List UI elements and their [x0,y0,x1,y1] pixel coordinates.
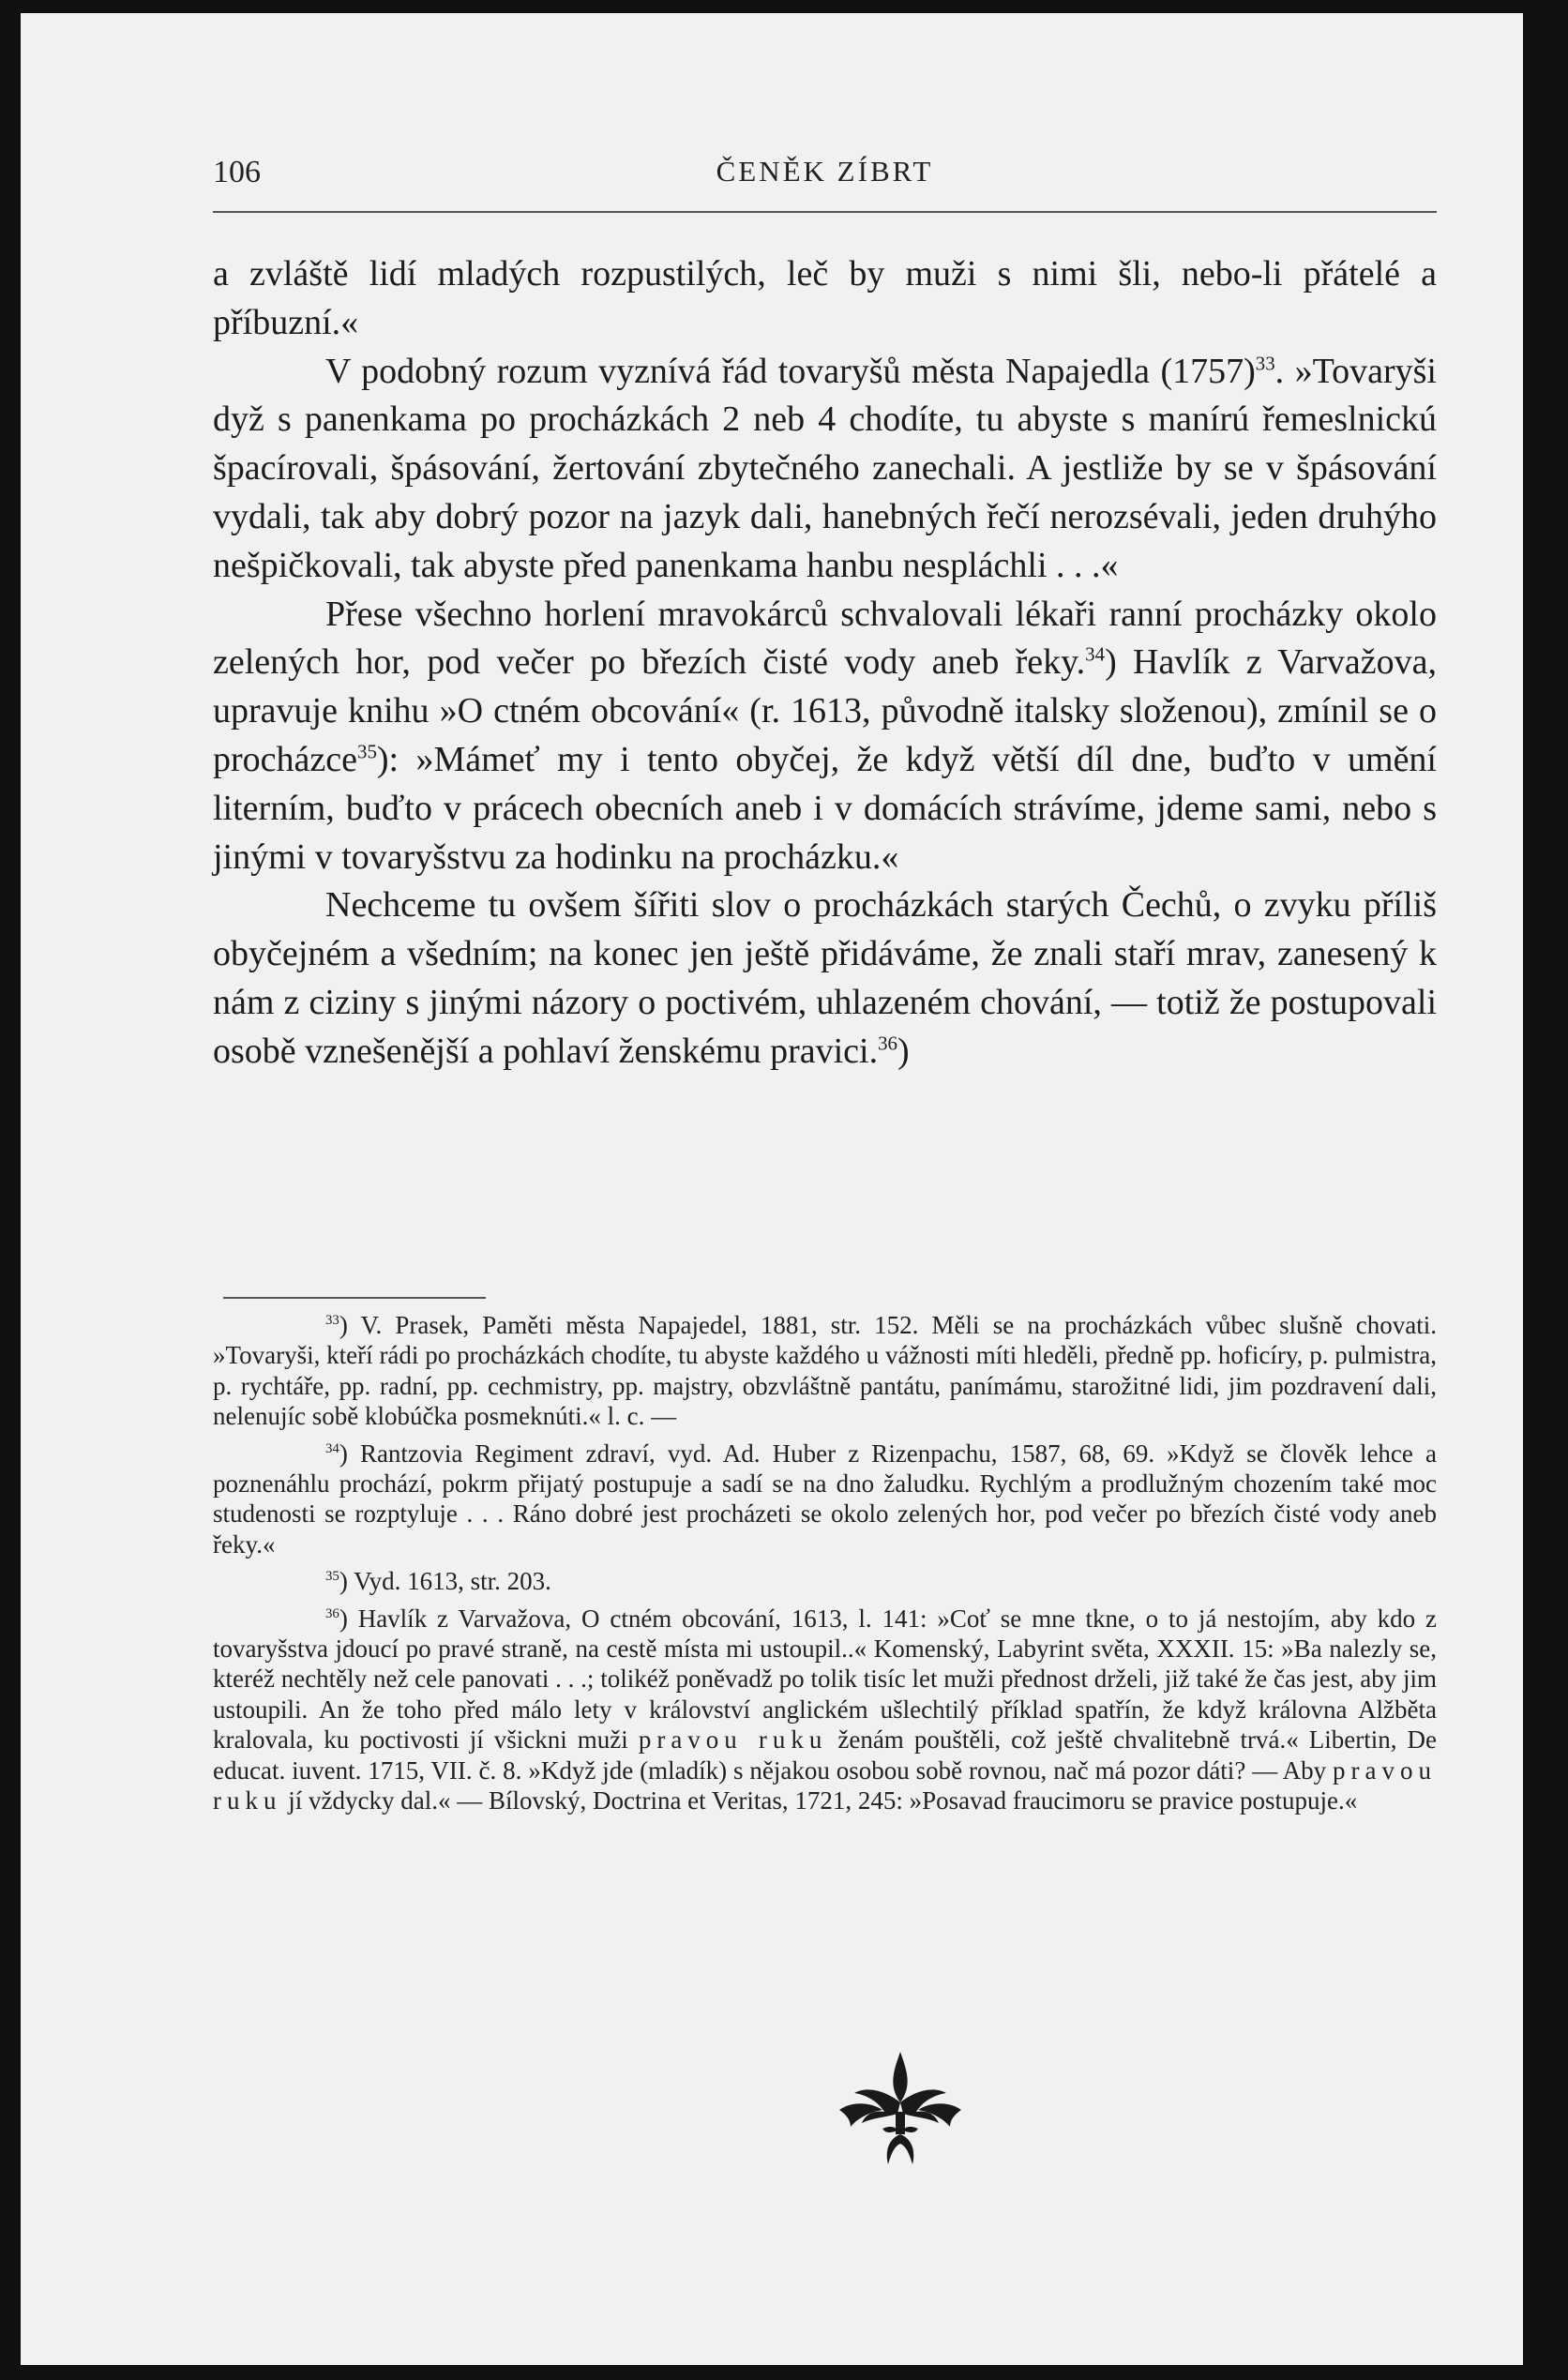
footnote-ref-36: 36 [878,1032,897,1055]
paragraph-4: Nechceme tu ovšem šířiti slov o procházkách starých Čechů, o zvyku příliš obyčejném a všedním; na konec jen ještě přidáváme, že znali staří mrav, zanesený k nám z ciziny s jinými názory o poctivém, uhlazeném chování, — totiž že postupovali osobě vznešenější a pohlaví ženskému pravici.$^{36}$) [213,885,1437,1071]
page-header [213,155,1437,211]
footnote-ref-33: 33 [1255,351,1275,374]
footnote-ref-35: 35 [357,740,377,763]
footnote-35: $^{35}$) Vyd. 1613, str. 203. [325,1567,551,1596]
page-number: 106 [213,155,261,189]
spaced-emphasis: pravou ruku [213,1755,1437,1815]
footnote-ref-34: 34 [1085,642,1106,666]
footnotes [213,1310,1437,1823]
fleuron-ornament-icon [830,2044,971,2176]
main-text [213,250,1437,1077]
footnote-rule [223,1297,486,1299]
paragraph-2: V podobný rozum vyznívá řád tovaryšů města Napajedla $(1757)^{33}$. »Tovaryši dyž s panenkama po procházkách 2 neb 4 chodíte, tu abyste s manírú řemeslnickú špacírovali, špásování, žertování zbytečného zanechali. A jestliže by se v špásování vydali, tak aby dobrý pozor na jazyk dali, hanebných řečí nerozsévali, jeden druhýho nešpičkovali, tak abyste před panenkama hanbu nespláchli . . .« [213,351,1437,585]
footnote-36: $^{36}$) Havlík z Varvažova, O ctném obcování, 1613, l. 141: »Coť se mne tkne, o to já nestojím, aby kdo z tovaryšstva jdoucí po pravé straně, na cestě místa mi ustoupil..« Komenský, Labyrint světa, XXXII. 15: »Ba nalezly se, kteréž nechtěly než cele panovati . . .; tolikéž poněvadž po tolik tisíc let muži přednost drželi, již také že čas jest, aby jim ustoupili. An že toho před málo lety v království anglickém ušlechtilý příklad spatřín, že když královna Alžběta kralovala, ku poctivosti jí všickni muži pravou ruku ženám pouštěli, což ještě chvalitebně trvá.« Libertin, De educat. iuvent. 1715, VII. č. 8. »Když jde (mladík) s nějakou osobou sobě rovnou, nač má pozor dáti? — Aby pravou ruku jí vždycky dal.« — Bílovský, Doctrina et Veritas, 1721, 245: »Posavad fraucimoru se pravice postupuje.« [213,1604,1438,1815]
footnote-34: $^{34}$) Rantzovia Regiment zdraví, vyd. Ad. Huber z Rizenpachu, 1587, 68, 69. »Když se člověk lehce a poznenáhlu prochází, pokrm přijatý postupuje a sadí se na dno žaludku. Rychlým a prodlužným chozením také moc studenosti se rozptyluje . . . Ráno dobré jest procházeti se okolo zelených hor, pod večer po březích čisté vody aneb řeky.« [213,1439,1437,1559]
spaced-emphasis: pravou ruku [638,1725,828,1755]
footnote-33: $^{33}$) V. Prasek, Paměti města Napajedel, 1881, str. 152. Měli se na procházkách vůbec slušně chovati. »Tovaryši, kteří rádi po procházkách chodíte, tu abyste každého u vážnosti míti hleděli, předně pp. hoficíry, p. pulmistra, p. rychtáře, pp. radní, pp. cechmistry, pp. majstry, obzvláštně pantátu, panímámu, starožitné lidi, jim pozdravení dali, nelenujíc sobě klobúčka posmeknúti.« l. c. — [213,1311,1437,1431]
running-head: ČENĚK ZÍBRT [716,155,934,188]
header-rule [213,211,1437,213]
paragraph-1: a zvláště lidí mladých rozpustilých, leč by muži s nimi šli, nebo-li přátelé a příbuzní.« [213,254,1437,342]
paragraph-3: Přese všechno horlení mravokárců schvalovali lékaři ranní procházky okolo zelených hor, pod večer po březích čisté vody aneb řeky.$^{34}$) Havlík z Varvažova, upravuje knihu »O ctném obcování« (r. 1613, původně italsky složenou), zmínil se o procházce$^{35}$): »Mámeť my i tento obyčej, že když větší díl dne, buďto v umění literním, buďto v prácech obecních aneb i v domácích strávíme, jdeme sami, nebo s jinými v tovaryšstvu za hodinku na procházku.« [213,594,1438,877]
